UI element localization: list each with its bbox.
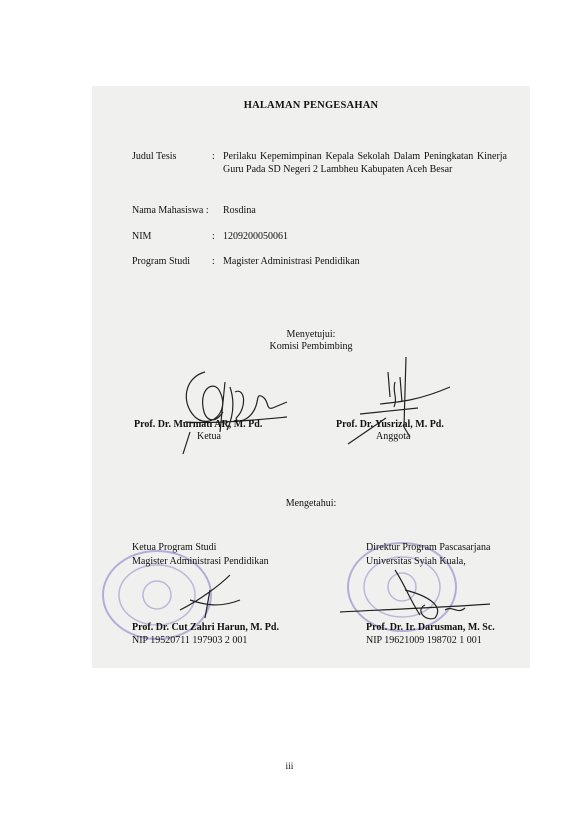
left-supervisor-role: Ketua (197, 431, 221, 442)
signature-right-head (335, 560, 495, 625)
judul-label: Judul Tesis (132, 151, 177, 162)
left-head-name: Prof. Dr. Cut Zahri Harun, M. Pd. (132, 622, 279, 633)
right-office-title: Direktur Program Pascasarjana (366, 542, 491, 553)
prodi-value: Magister Administrasi Pendidikan (223, 256, 360, 267)
signature-left-head (170, 570, 250, 620)
right-head-nip: NIP 19621009 198702 1 001 (366, 635, 482, 646)
right-supervisor-role: Anggota (376, 431, 411, 442)
nim-value: 1209200050061 (223, 231, 288, 242)
acknowledge-heading: Mengetahui: (285, 498, 337, 509)
approval-heading: Menyetujui: (286, 329, 336, 340)
left-office-title: Ketua Program Studi (132, 542, 217, 553)
nama-value: Rosdina (223, 205, 256, 216)
page-title: HALAMAN PENGESAHAN (243, 100, 379, 111)
approval-committee: Komisi Pembimbing (269, 341, 353, 352)
judul-value: Perilaku Kepemimpinan Kepala Sekolah Dalam Peningkatan Kinerja Guru Pada SD Negeri 2 Lambheu Kabupaten Aceh Besar (223, 151, 507, 175)
right-supervisor-name: Prof. Dr. Yusrizal, M. Pd. (336, 419, 444, 430)
colon: : (212, 256, 215, 267)
nama-label: Nama Mahasiswa : (132, 205, 209, 216)
right-office-university: Universitas Syiah Kuala, (366, 556, 466, 567)
signature-left-supervisor (175, 362, 295, 457)
left-supervisor-name: Prof. Dr. Murniati AR, M. Pd. (134, 419, 263, 430)
page-number: iii (285, 762, 294, 772)
prodi-label: Program Studi (132, 256, 191, 267)
left-office-program: Magister Administrasi Pendidikan (132, 556, 269, 567)
colon: : (212, 151, 215, 162)
left-head-nip: NIP 19520711 197903 2 001 (132, 635, 248, 646)
right-head-name: Prof. Dr. Ir. Darusman, M. Sc. (366, 622, 495, 633)
nim-label: NIM (132, 231, 152, 242)
colon: : (212, 231, 215, 242)
